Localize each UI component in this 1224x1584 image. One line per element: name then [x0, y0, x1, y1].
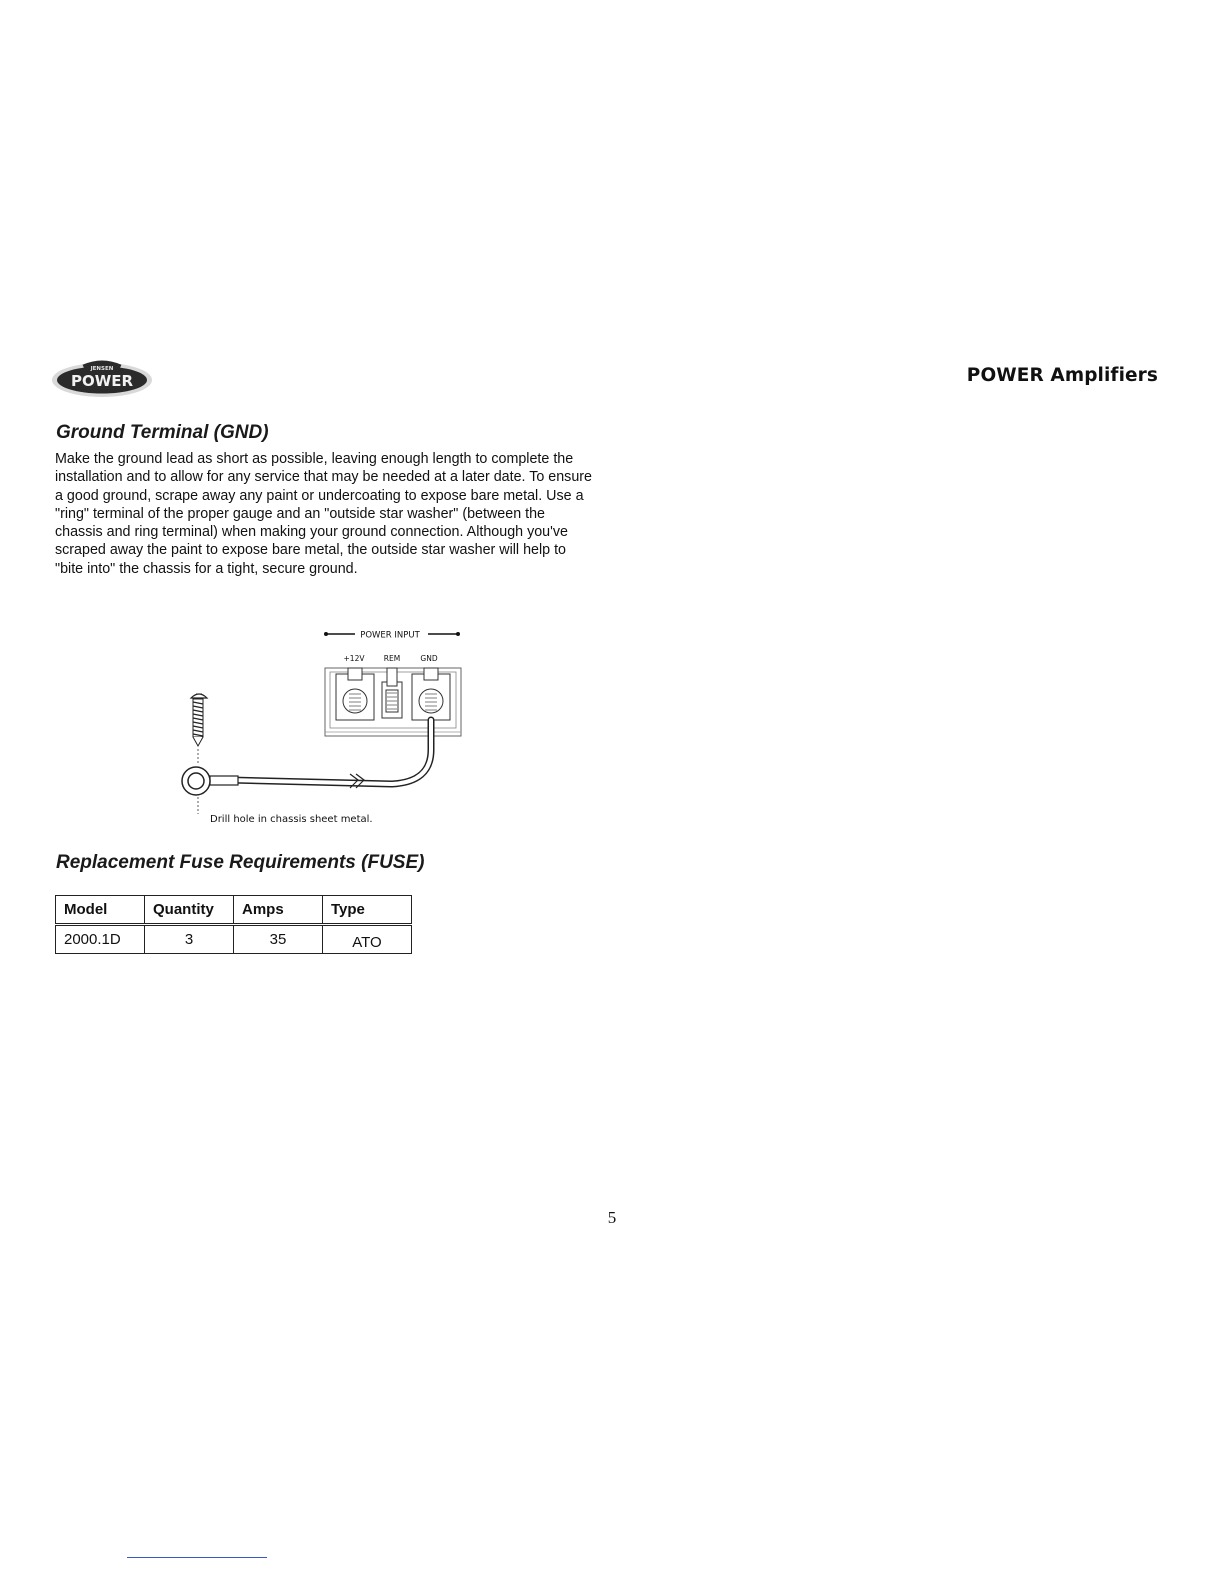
fuse-requirements-heading: Replacement Fuse Requirements (FUSE)	[56, 852, 425, 873]
page-number: 5	[607, 1208, 617, 1227]
cell-model: 2000.1D	[56, 925, 145, 954]
ground-wiring-diagram	[170, 622, 470, 832]
ground-terminal-paragraph: Make the ground lead as short as possible, leaving enough length to complete the installation and to allow for any service that may be needed at a later date. To ensure a good ground, scrape away any paint or undercoating to expose bare metal. Use a "ring" terminal of the proper gauge and an "outside star washer" (between the chassis and ring terminal) when making your ground connection. Although you've scraped away the paint to expose bare metal, the outside star washer will help to "bite into" the chassis for a tight, secure ground.	[55, 451, 592, 577]
table-header-row	[56, 896, 412, 925]
cell-quantity: 3	[145, 925, 234, 954]
diagram-caption: Drill hole in chassis sheet metal.	[210, 814, 373, 825]
footer-rule	[127, 1557, 267, 1558]
fuse-requirements-table	[55, 895, 412, 954]
jensen-power-logo	[50, 359, 154, 399]
cell-type: ATO	[323, 925, 412, 954]
terminal-label-rem: REM	[383, 654, 401, 663]
ring-terminal	[182, 767, 238, 795]
column-header-type: Type	[323, 896, 412, 925]
column-header-quantity: Quantity	[145, 896, 234, 925]
terminal-label-12v: +12V	[343, 654, 365, 663]
cell-amps: 35	[234, 925, 323, 954]
terminal-label-gnd: GND	[420, 654, 438, 663]
column-header-amps: Amps	[234, 896, 323, 925]
logo-brand-top: JENSEN	[90, 366, 114, 372]
power-input-label: POWER INPUT	[360, 630, 420, 641]
column-header-model: Model	[56, 896, 145, 925]
logo-brand-main: POWER	[70, 372, 134, 390]
ground-terminal-heading: Ground Terminal (GND)	[56, 422, 269, 443]
terminal-block	[325, 668, 461, 736]
table-row	[56, 925, 412, 954]
screw-icon	[191, 694, 207, 746]
header-title: POWER Amplifiers	[966, 365, 1158, 386]
